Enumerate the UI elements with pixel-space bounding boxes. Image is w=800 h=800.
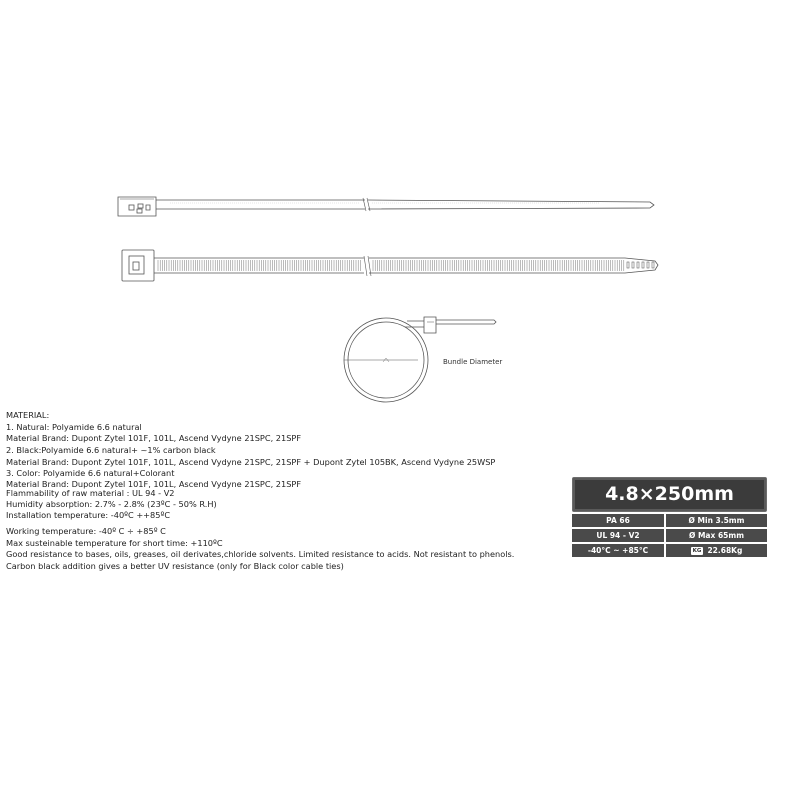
kg-weight-icon: KG xyxy=(692,547,702,554)
material-line: Working temperature: -40º C ÷ +85º C xyxy=(6,525,166,536)
spec-material: PA 66 xyxy=(572,514,664,527)
material-description xyxy=(6,410,566,573)
spec-temperature: -40°C ~ +85°C xyxy=(572,544,664,557)
spec-table xyxy=(572,477,767,557)
material-line: Material Brand: Dupont Zytel 101F, 101L, Ascend Vydyne 21SPC, 21SPF + Dupont Zytel 105BK, Ascend Vydyne 25WSP xyxy=(6,456,496,467)
material-line: Carbon black addition gives a better UV resistance (only for Black color cable ties) xyxy=(6,560,344,571)
material-line: Max susteinable temperature for short time: +110ºC xyxy=(6,537,223,548)
top-view xyxy=(122,250,658,281)
spec-tensile-strength xyxy=(666,544,767,557)
material-line: Material Brand: Dupont Zytel 101F, 101L, Ascend Vydyne 21SPC, 21SPF xyxy=(6,478,302,489)
material-heading: MATERIAL: xyxy=(6,410,50,420)
spec-row xyxy=(572,544,767,557)
spec-row xyxy=(572,514,767,527)
spec-title: 4.8×250mm xyxy=(572,477,767,512)
spec-flammability: UL 94 - V2 xyxy=(572,529,664,542)
material-line: Flammability of raw material : UL 94 - V2 xyxy=(6,487,175,498)
side-view xyxy=(118,197,654,216)
material-line: 3. Color: Polyamide 6.6 natural+Colorant xyxy=(6,468,175,479)
spec-min-diameter: Ø Min 3.5mm xyxy=(666,514,767,527)
spec-row xyxy=(572,529,767,542)
material-line: Installation temperature: -40ºC ++85ºC xyxy=(6,510,171,521)
material-line: Humidity absorption: 2.7% - 2.8% (23ºC - 50% R.H) xyxy=(6,498,217,509)
bundle-diameter-label: Bundle Diameter xyxy=(443,358,503,366)
material-line: Good resistance to bases, oils, greases, oil derivates,chloride solvents. Limited resistance to acids. Not resistant to phenols. xyxy=(6,549,515,560)
spec-max-diameter: Ø Max 65mm xyxy=(666,529,767,542)
spec-tensile-value: 22.68Kg xyxy=(707,546,743,555)
material-line: 1. Natural: Polyamide 6.6 natural xyxy=(6,421,142,432)
material-line: 2. Black:Polyamide 6.6 natural+ ~1% carbon black xyxy=(6,444,216,455)
material-line: Material Brand: Dupont Zytel 101F, 101L, Ascend Vydyne 21SPC, 21SPF xyxy=(6,433,302,444)
